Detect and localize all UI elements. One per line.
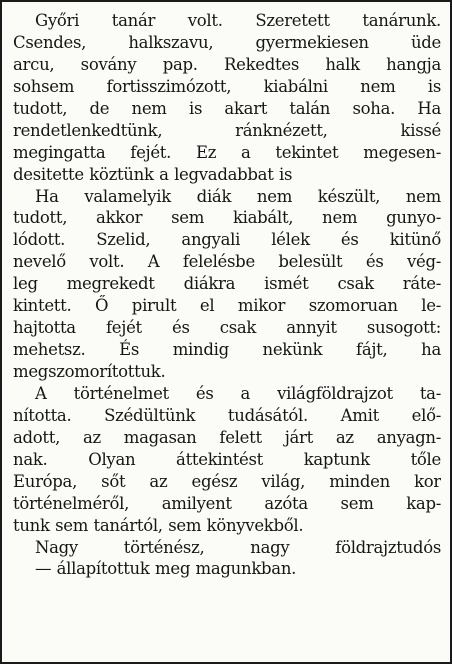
text-line: hajtotta fejét és csak annyit susogott: <box>13 318 441 338</box>
text-line: A történelmet és a világföldrajzot ta- <box>35 383 441 403</box>
text-line: kintett. Ő pirult el mikor szomoruan le- <box>13 296 441 316</box>
paragraph-2 <box>13 186 441 383</box>
text-line: tudott, akkor sem kiabált, nem gunyo- <box>13 208 441 228</box>
text-line: Győri tanár volt. Szeretett tanárunk. <box>35 11 441 30</box>
text-line: történelméről, amilyent azóta sem kap- <box>13 493 441 513</box>
text-line: rendetlenkedtünk, ránknézett, kissé <box>13 120 441 140</box>
paragraph-4 <box>13 537 441 581</box>
text-line: megingatta fejét. Ez a tekintet megesen- <box>13 142 441 162</box>
text-line: nak. Olyan áttekintést kaptunk tőle <box>13 449 441 469</box>
text-line: mehetsz. És mindig nekünk fájt, ha <box>13 340 441 360</box>
text-line: adott, az magasan felett járt az anyagn- <box>13 427 441 447</box>
paragraph-1 <box>13 10 441 186</box>
text-line: tunk sem tanártól, sem könyvekből. <box>13 515 304 535</box>
text-line: leg megrekedt diákra ismét csak ráte- <box>13 274 441 294</box>
text-line: lódott. Szelid, angyali lélek és kitünő <box>13 230 441 250</box>
paragraph-3 <box>13 383 441 537</box>
text-line: Ha valamelyik diák nem készült, nem <box>35 186 441 206</box>
text-line: arcu, sovány pap. Rekedtes halk hangja <box>13 54 441 74</box>
text-line: — állapítottuk meg magunkban. <box>35 559 297 579</box>
text-line: desitette köztünk a legvadabbat is <box>13 164 293 184</box>
text-line: nevelő volt. A felelésbe belesült és vég- <box>13 252 441 272</box>
text-line: Csendes, halkszavu, gyermekiesen üde <box>13 32 441 52</box>
text-line: megszomorítottuk. <box>13 362 166 381</box>
text-line: nította. Szédültünk tudásától. Amit elő- <box>13 405 441 425</box>
text-line: Nagy történész, nagy földrajztudós <box>35 537 441 557</box>
text-line: Európa, sőt az egész világ, minden kor <box>13 471 441 491</box>
text-line: sohsem fortisszimózott, kiabálni nem is <box>13 76 441 96</box>
text-line: tudott, de nem is akart talán soha. Ha <box>13 98 441 118</box>
